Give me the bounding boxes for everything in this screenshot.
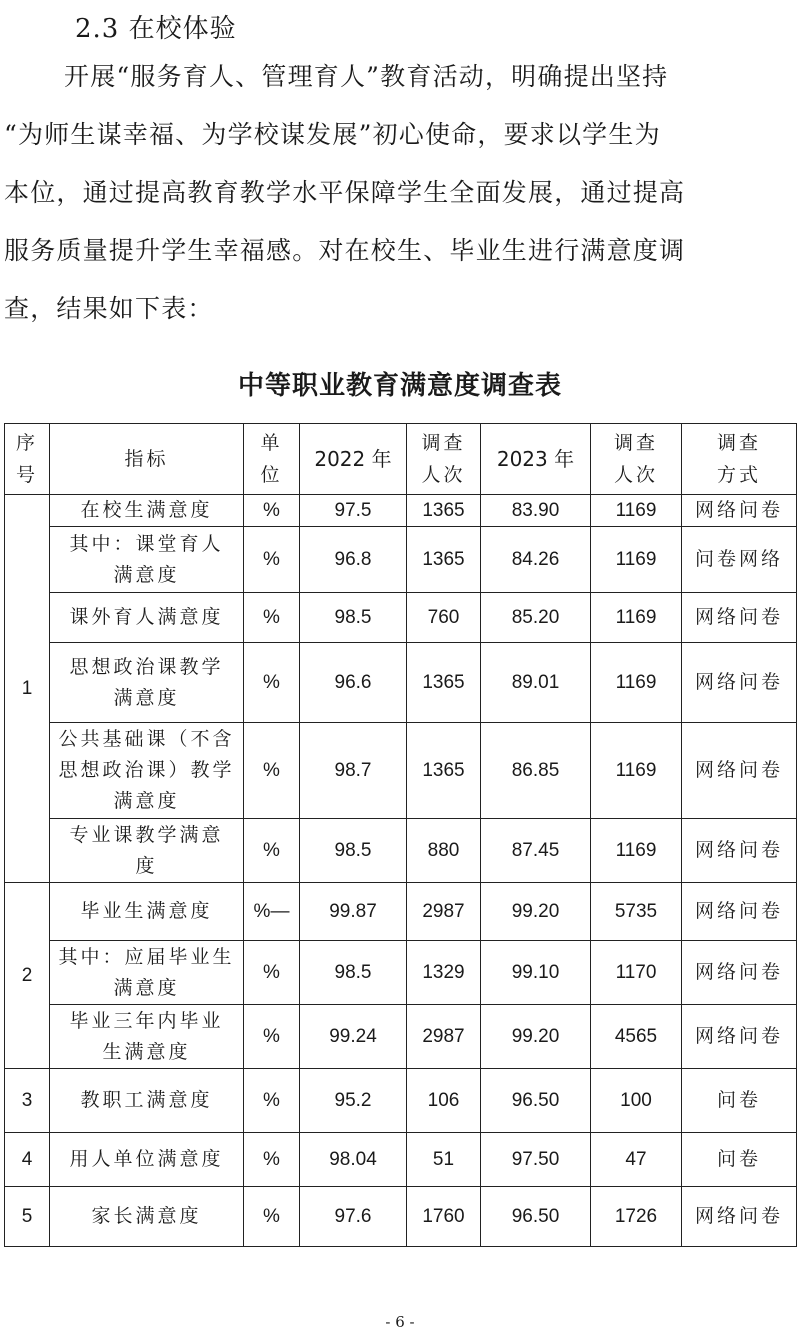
indicator-line: 满意度 [113, 686, 180, 709]
header-method: 调查 方式 [682, 424, 797, 495]
table-row [5, 1187, 797, 1247]
row-number-cell: 4 [5, 1133, 50, 1187]
value-2022-cell: 98.5 [300, 819, 407, 883]
indicator-line: 专业课教学满意 [69, 823, 224, 846]
row-number-cell: 1 [5, 495, 50, 883]
indicator-line: 满意度 [113, 976, 180, 999]
indicator-line: 毕业三年内毕业 [69, 1009, 224, 1032]
table-row [5, 1005, 797, 1069]
count-2022-cell: 2987 [407, 883, 481, 941]
count-2022-cell: 51 [407, 1133, 481, 1187]
table-row [5, 941, 797, 1005]
count-2022-cell: 1365 [407, 643, 481, 723]
value-2023-cell: 97.50 [481, 1133, 591, 1187]
indicator-line: 教职工满意度 [80, 1089, 213, 1111]
indicator-line: 公共基础课（不含 [58, 728, 235, 750]
count-2023-cell: 1169 [591, 643, 682, 723]
value-2022-cell: 98.5 [300, 593, 407, 643]
count-2022-cell: 2987 [407, 1005, 481, 1069]
count-2022-cell: 1365 [407, 495, 481, 527]
row-number-cell: 3 [5, 1069, 50, 1133]
value-2022-cell: 96.8 [300, 527, 407, 593]
method-cell: 问卷 [682, 1069, 797, 1133]
value-2023-cell: 83.90 [481, 495, 591, 527]
unit-cell: %— [244, 883, 300, 941]
table-row [5, 1069, 797, 1133]
indicator-cell [50, 527, 244, 593]
value-2023-cell: 96.50 [481, 1069, 591, 1133]
indicator-cell [50, 941, 244, 1005]
value-2023-cell: 99.10 [481, 941, 591, 1005]
indicator-line: 其中：应届毕业生 [58, 945, 235, 968]
count-2022-cell: 880 [407, 819, 481, 883]
value-2023-cell: 87.45 [481, 819, 591, 883]
unit-cell: % [244, 495, 300, 527]
value-2022-cell: 98.5 [300, 941, 407, 1005]
value-2023-cell: 85.20 [481, 593, 591, 643]
table-row [5, 1133, 797, 1187]
paragraph-line: “为师生谋幸福、为学校谋发展”初心使命，要求以学生为 [4, 120, 661, 149]
section-heading: 2.3 在校体验 [75, 14, 237, 44]
unit-cell: % [244, 593, 300, 643]
header-unit: 单 位 [244, 424, 300, 495]
table-header-row [5, 424, 797, 495]
indicator-line: 思想政治课）教学 [58, 759, 235, 781]
method-cell: 问卷 [682, 1133, 797, 1187]
paragraph-line: 本位，通过提高教育教学水平保障学生全面发展，通过提高 [4, 178, 686, 207]
table-row [5, 593, 797, 643]
page-number: - 6 - [385, 1313, 415, 1331]
table-row [5, 883, 797, 941]
unit-cell: % [244, 941, 300, 1005]
indicator-line: 满意度 [113, 790, 180, 812]
paragraph-line: 查，结果如下表： [4, 294, 214, 323]
indicator-cell [50, 1133, 244, 1187]
table-row [5, 819, 797, 883]
method-cell: 网络问卷 [682, 593, 797, 643]
count-2023-cell: 1170 [591, 941, 682, 1005]
indicator-line: 家长满意度 [91, 1205, 202, 1227]
value-2022-cell: 97.6 [300, 1187, 407, 1247]
unit-cell: % [244, 1187, 300, 1247]
count-2022-cell: 1760 [407, 1187, 481, 1247]
method-cell: 网络问卷 [682, 1187, 797, 1247]
table-row [5, 527, 797, 593]
indicator-line: 在校生满意度 [80, 499, 213, 521]
unit-cell: % [244, 1005, 300, 1069]
count-2023-cell: 1169 [591, 593, 682, 643]
value-2022-cell: 99.87 [300, 883, 407, 941]
indicator-cell [50, 1187, 244, 1247]
indicator-cell [50, 819, 244, 883]
count-2023-cell: 1169 [591, 527, 682, 593]
count-2023-cell: 100 [591, 1069, 682, 1133]
row-number-cell: 2 [5, 883, 50, 1069]
indicator-line: 课外育人满意度 [69, 606, 224, 628]
indicator-cell [50, 723, 244, 819]
value-2022-cell: 98.7 [300, 723, 407, 819]
method-cell: 网络问卷 [682, 819, 797, 883]
count-2022-cell: 1365 [407, 723, 481, 819]
table-row [5, 495, 797, 527]
count-2023-cell: 1169 [591, 495, 682, 527]
indicator-line: 生满意度 [102, 1040, 191, 1063]
method-cell: 网络问卷 [682, 643, 797, 723]
count-2022-cell: 760 [407, 593, 481, 643]
value-2022-cell: 96.6 [300, 643, 407, 723]
table-title: 中等职业教育满意度调查表 [237, 371, 562, 401]
count-2023-cell: 1726 [591, 1187, 682, 1247]
method-cell: 问卷网络 [682, 527, 797, 593]
indicator-line: 用人单位满意度 [69, 1148, 224, 1170]
count-2023-cell: 1169 [591, 819, 682, 883]
table-row [5, 723, 797, 819]
count-2023-cell: 1169 [591, 723, 682, 819]
table-row [5, 643, 797, 723]
value-2023-cell: 86.85 [481, 723, 591, 819]
indicator-line: 思想政治课教学 [69, 655, 224, 678]
indicator-cell [50, 1069, 244, 1133]
value-2022-cell: 97.5 [300, 495, 407, 527]
intro-paragraph [4, 48, 796, 338]
count-2023-cell: 4565 [591, 1005, 682, 1069]
value-2023-cell: 99.20 [481, 883, 591, 941]
paragraph-line: 开展“服务育人、管理育人”教育活动，明确提出坚持 [64, 62, 669, 91]
header-2023: 2023 年 [481, 424, 591, 495]
count-2022-cell: 1329 [407, 941, 481, 1005]
unit-cell: % [244, 643, 300, 723]
value-2022-cell: 99.24 [300, 1005, 407, 1069]
method-cell: 网络问卷 [682, 941, 797, 1005]
unit-cell: % [244, 1069, 300, 1133]
value-2022-cell: 95.2 [300, 1069, 407, 1133]
value-2022-cell: 98.04 [300, 1133, 407, 1187]
unit-cell: % [244, 1133, 300, 1187]
header-count-2022: 调查 人次 [407, 424, 481, 495]
indicator-line: 满意度 [113, 563, 180, 586]
indicator-line: 其中：课堂育人 [69, 532, 224, 555]
row-number-cell: 5 [5, 1187, 50, 1247]
count-2022-cell: 1365 [407, 527, 481, 593]
header-count-2023: 调查 人次 [591, 424, 682, 495]
indicator-cell [50, 1005, 244, 1069]
count-2022-cell: 106 [407, 1069, 481, 1133]
count-2023-cell: 47 [591, 1133, 682, 1187]
indicator-line: 度 [135, 854, 158, 877]
header-2022: 2022 年 [300, 424, 407, 495]
unit-cell: % [244, 819, 300, 883]
table-body [5, 495, 797, 1247]
indicator-cell [50, 593, 244, 643]
paragraph-line: 服务质量提升学生幸福感。对在校生、毕业生进行满意度调 [4, 236, 686, 265]
method-cell: 网络问卷 [682, 723, 797, 819]
count-2023-cell: 5735 [591, 883, 682, 941]
method-cell: 网络问卷 [682, 883, 797, 941]
indicator-line: 毕业生满意度 [80, 900, 213, 922]
value-2023-cell: 89.01 [481, 643, 591, 723]
value-2023-cell: 84.26 [481, 527, 591, 593]
unit-cell: % [244, 723, 300, 819]
value-2023-cell: 96.50 [481, 1187, 591, 1247]
value-2023-cell: 99.20 [481, 1005, 591, 1069]
indicator-cell [50, 495, 244, 527]
unit-cell: % [244, 527, 300, 593]
indicator-cell [50, 643, 244, 723]
header-indicator: 指标 [50, 424, 244, 495]
satisfaction-survey-table [4, 423, 797, 1247]
method-cell: 网络问卷 [682, 1005, 797, 1069]
indicator-cell [50, 883, 244, 941]
header-no: 序 号 [5, 424, 50, 495]
method-cell: 网络问卷 [682, 495, 797, 527]
